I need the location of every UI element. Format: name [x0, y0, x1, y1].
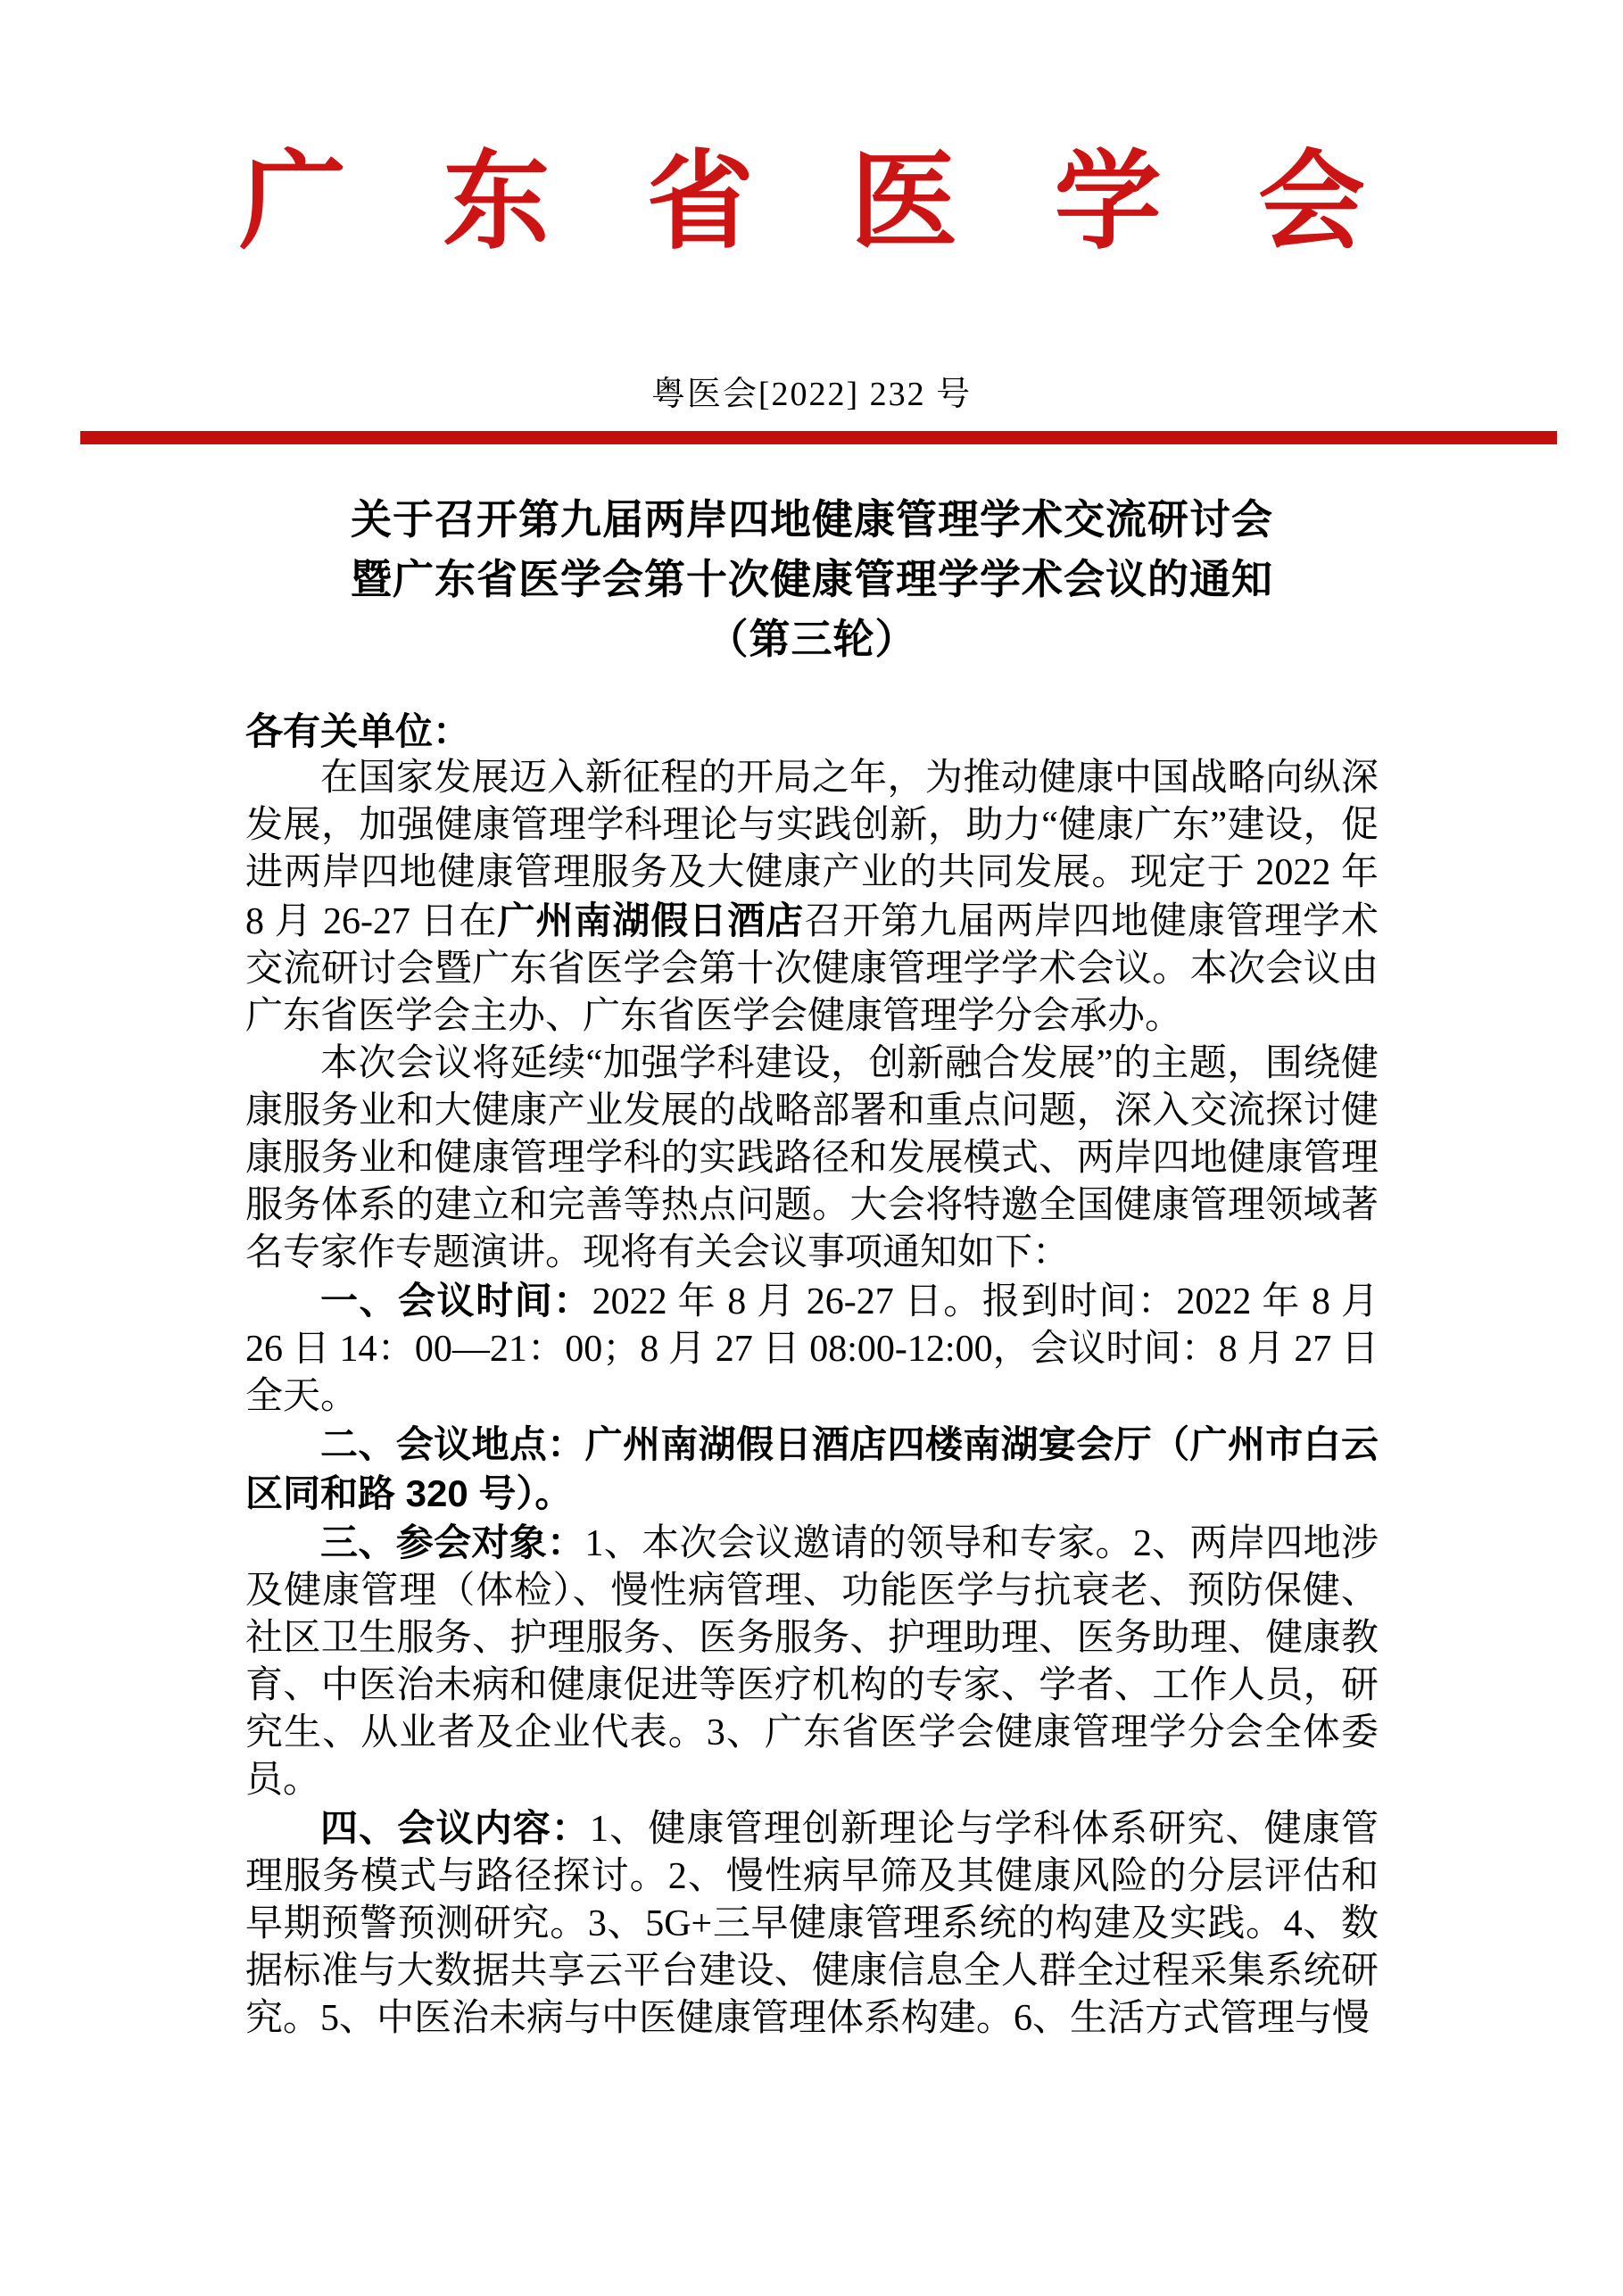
salutation: 各有关单位： — [245, 710, 471, 752]
body-paragraph — [245, 1519, 1379, 1804]
text-run: 在国家发展迈入新征程的开局之年，为推动健康中国战略向纵深发展，加强健康管理学科理论与实践创新，助力“健康广东”建设，促进两岸四地健康管理服务及大健康产业的共同发展。现定于 2022 年 8 月 26-27 日在 — [245, 758, 1379, 942]
text-run: 召开第九届两岸四地健康管理学术交流研讨会暨广东省医学会第十次健康管理学学术会议。本次会议由广东省医学会主办、广东省医学会健康管理学分会承办。 — [245, 901, 1379, 1037]
org-name-char: 学 — [1054, 143, 1162, 261]
notice-body — [245, 708, 1379, 2043]
notice-title-line: 关于召开第九届两岸四地健康管理学术交流研讨会 — [351, 497, 1273, 543]
text-run: 1、健康管理创新理论与学科体系研究、健康管理服务模式与路径探讨。2、慢性病早筛及其健康风险的分层评估和早期预警预测研究。3、5G+三早健康管理系统的构建及实践。4、数据标准与大数据共享云平台建设、健康信息全人群全过程采集系统研究。5、中医治未病与中医健康管理体系构建。6、生活方式管理与慢 — [245, 1809, 1379, 2039]
bold-text-run: 二、会议地点：广州南湖假日酒店四楼南湖宴会厅（广州市白云区同和路 320 号）。 — [245, 1423, 1379, 1514]
body-paragraph — [245, 1421, 1379, 1519]
org-name-char: 东 — [443, 143, 551, 261]
body-paragraph — [245, 1277, 1379, 1421]
text-run: 2022 年 8 月 26-27 日。报到时间：2022 年 8 月 26 日 14：00—21：00；8 月 27 日 08:00-12:00，会议时间：8 月 27 日全天。 — [245, 1281, 1379, 1417]
bold-text-run: 一、会议时间： — [320, 1280, 592, 1322]
body-paragraph — [245, 755, 1379, 1040]
notice-title — [245, 490, 1379, 669]
bold-text-run: 三、参会对象： — [320, 1521, 585, 1563]
notice-title-line: 暨广东省医学会第十次健康管理学学术会议的通知 — [351, 557, 1273, 602]
org-name-letterhead — [239, 136, 1365, 269]
bold-text-run: 广州南湖假日酒店 — [497, 899, 805, 941]
org-name-char: 广 — [239, 143, 346, 261]
red-divider-line — [80, 431, 1557, 444]
doc-number: 粤医会[2022] 232 号 — [650, 376, 973, 413]
body-paragraph — [245, 1040, 1379, 1277]
body-paragraph — [245, 1804, 1379, 2043]
org-name-char: 医 — [850, 143, 958, 261]
text-run: 本次会议将延续“加强学科建设，创新融合发展”的主题，围绕健康服务业和大健康产业发展的战略部署和重点问题，深入交流探讨健康服务业和健康管理学科的实践路径和发展模式、两岸四地健康管理服务体系的建立和完善等热点问题。大会将特邀全国健康管理领域著名专家作专题演讲。现将有关会议事项通知如下： — [245, 1043, 1379, 1273]
org-name-char: 省 — [646, 143, 754, 261]
text-run: 1、本次会议邀请的领导和专家。2、两岸四地涉及健康管理（体检）、慢性病管理、功能医学与抗衰老、预防保健、社区卫生服务、护理服务、医务服务、护理助理、医务助理、健康教育、中医治未病和健康促进等医疗机构的专家、学者、工作人员，研究生、从业者及企业代表。3、广东省医学会健康管理学分会全体委员。 — [245, 1523, 1379, 1801]
bold-text-run: 四、会议内容： — [320, 1807, 591, 1849]
notice-title-line: （第三轮） — [707, 617, 917, 662]
org-name-char: 会 — [1257, 143, 1365, 261]
paragraph-list — [245, 755, 1379, 2043]
